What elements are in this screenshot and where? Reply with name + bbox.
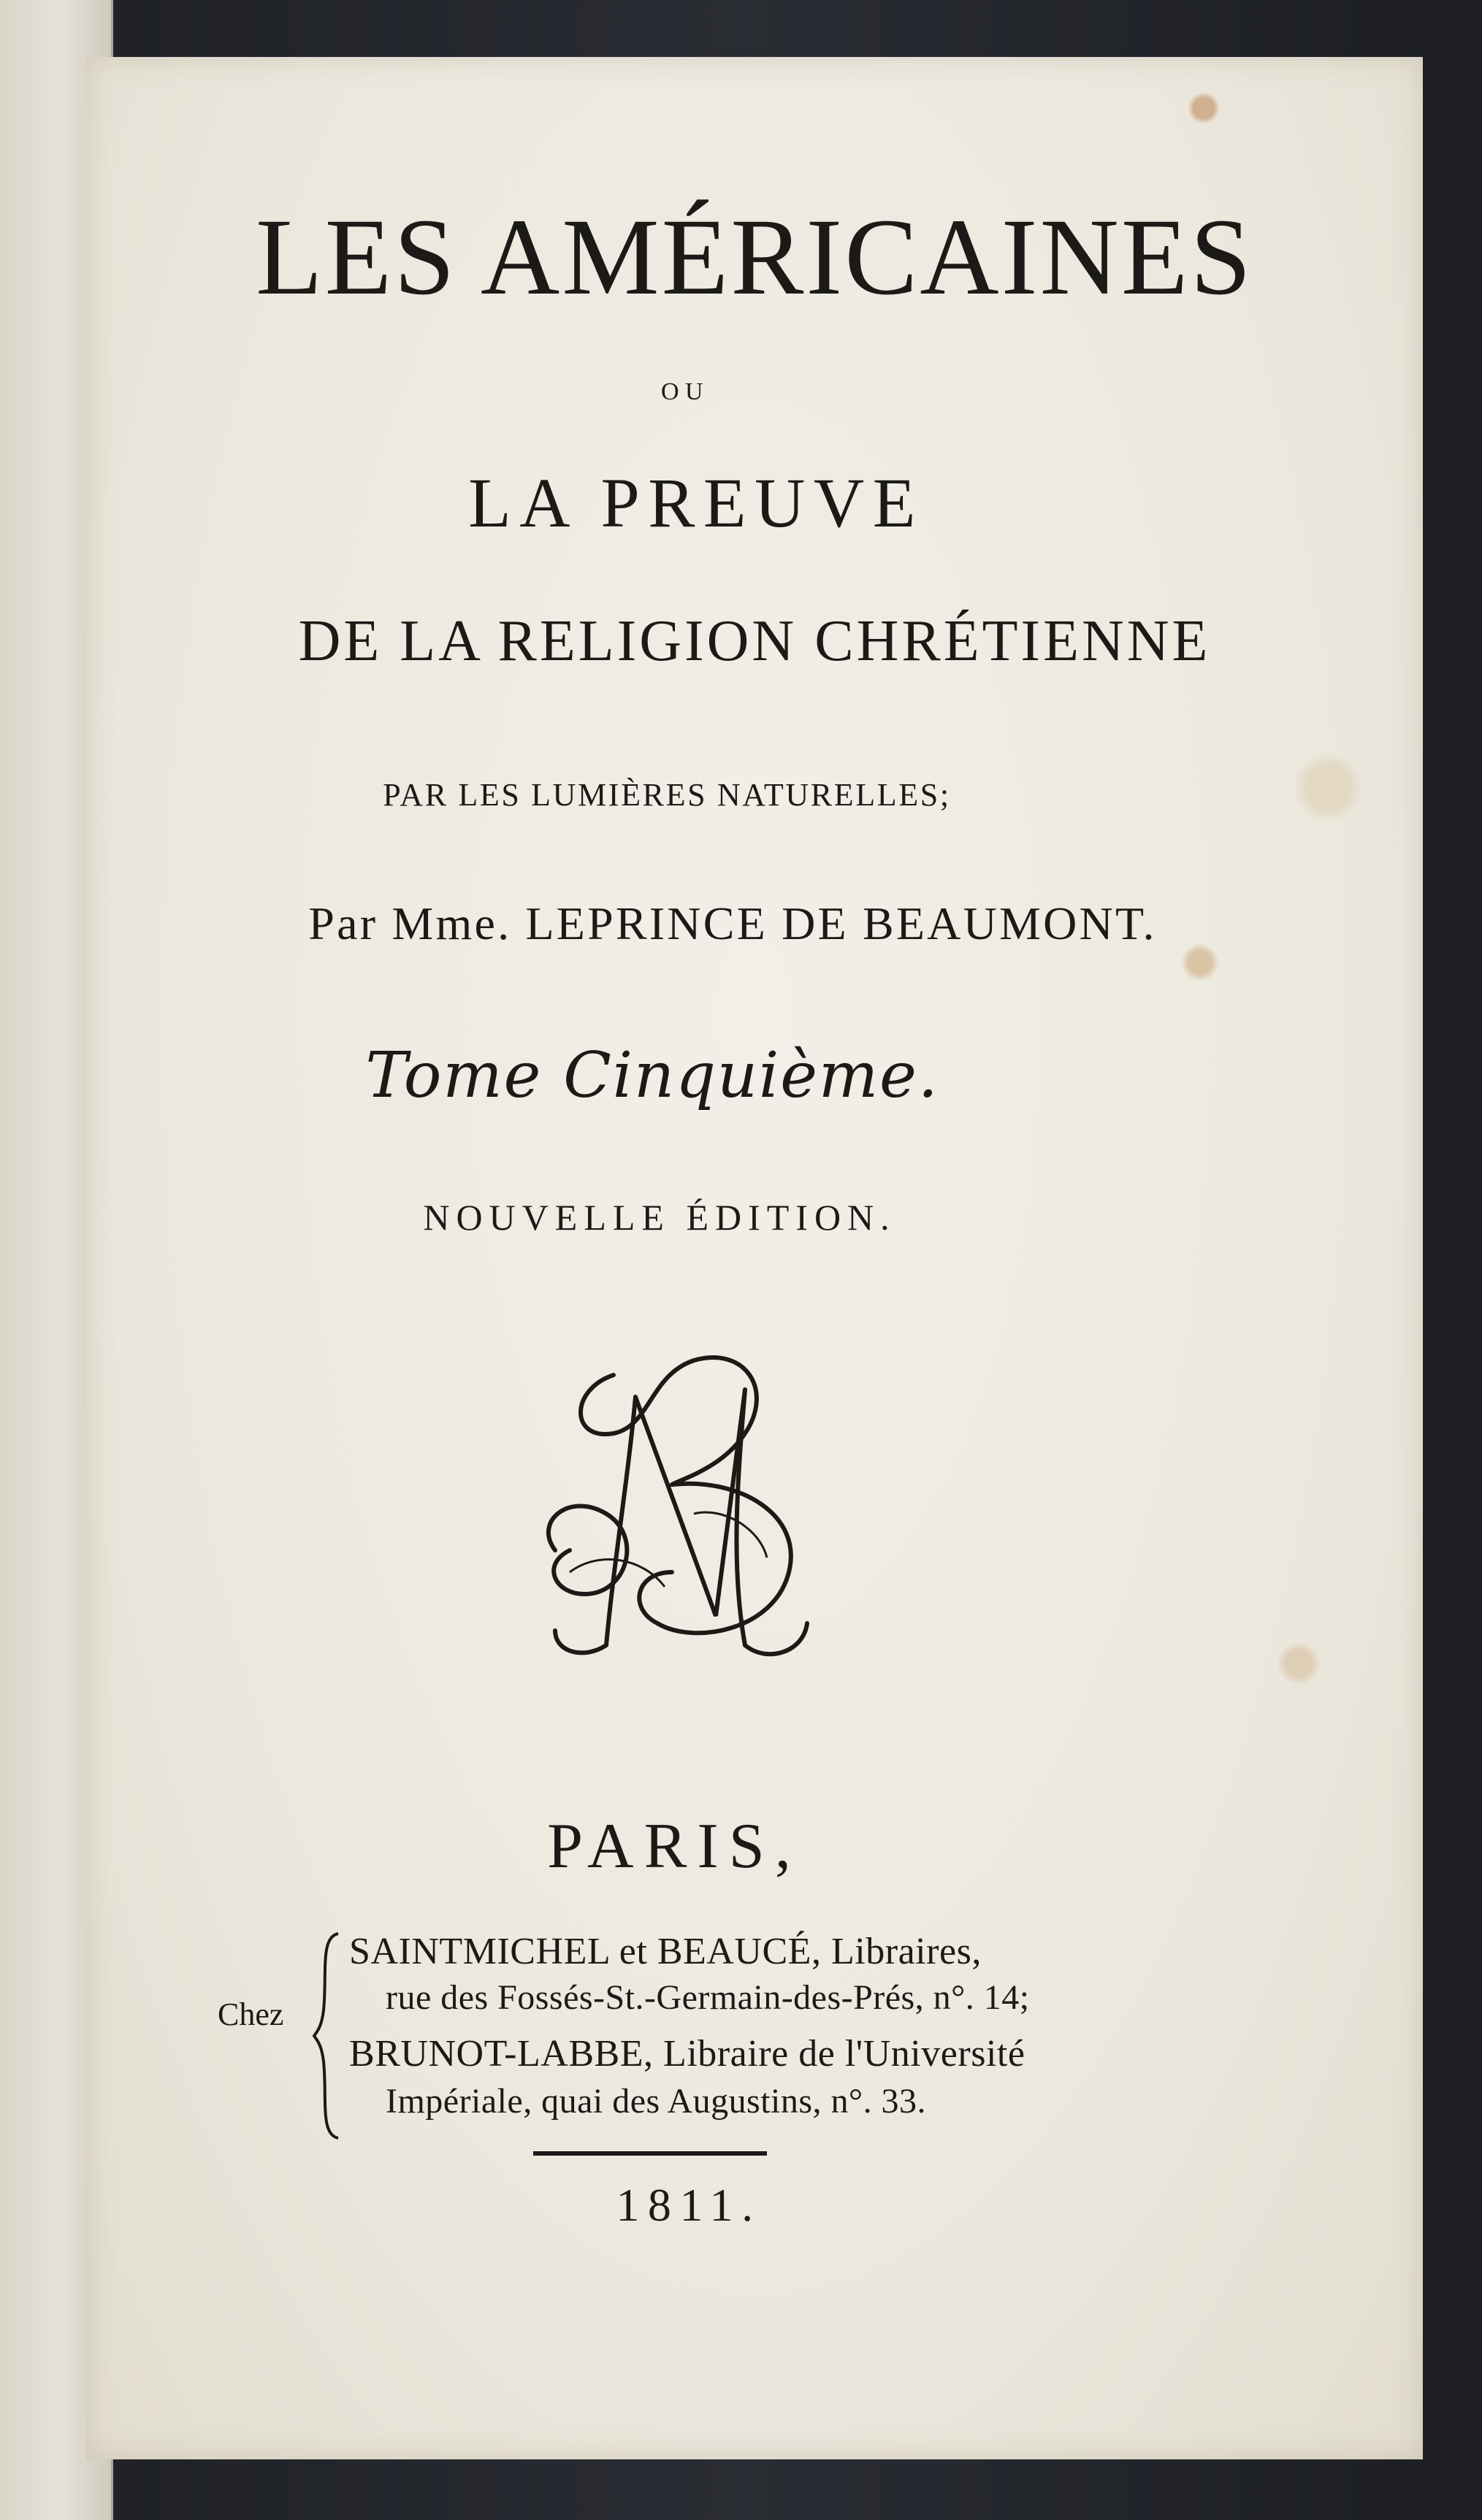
publisher-1-name: SAINTMICHEL et BEAUCÉ, Libraires, bbox=[349, 1931, 982, 1972]
divider-rule bbox=[533, 2151, 767, 2156]
book-title: LES AMÉRICAINES bbox=[256, 196, 1253, 318]
subtitle-line-1: LA PREUVE bbox=[468, 464, 924, 542]
title-conjunction: OU bbox=[660, 378, 710, 405]
publication-year: 1811. bbox=[616, 2179, 762, 2231]
title-page bbox=[86, 57, 1423, 2459]
volume-line: Tome Cinquième. bbox=[365, 1039, 939, 1112]
publishers-intro: Chez bbox=[218, 1996, 284, 2032]
subtitle-line-2: DE LA RELIGION CHRÉTIENNE bbox=[298, 609, 1211, 673]
city-line: PARIS, bbox=[547, 1811, 801, 1882]
publisher-2-address: Impériale, quai des Augustins, n°. 33. bbox=[386, 2082, 926, 2121]
publisher-brace bbox=[313, 1930, 342, 2142]
monogram-ornament bbox=[526, 1331, 833, 1667]
subtitle-line-3: PAR LES LUMIÈRES NATURELLES; bbox=[383, 777, 951, 813]
edition-line: NOUVELLE ÉDITION. bbox=[423, 1197, 896, 1238]
publisher-1-address: rue des Fossés-St.-Germain-des-Prés, n°. 14; bbox=[386, 1978, 1030, 2017]
publisher-2-name: BRUNOT-LABBE, Libraire de l'Université bbox=[349, 2033, 1025, 2075]
author-line: Par Mme. LEPRINCE DE BEAUMONT. bbox=[308, 897, 1157, 949]
